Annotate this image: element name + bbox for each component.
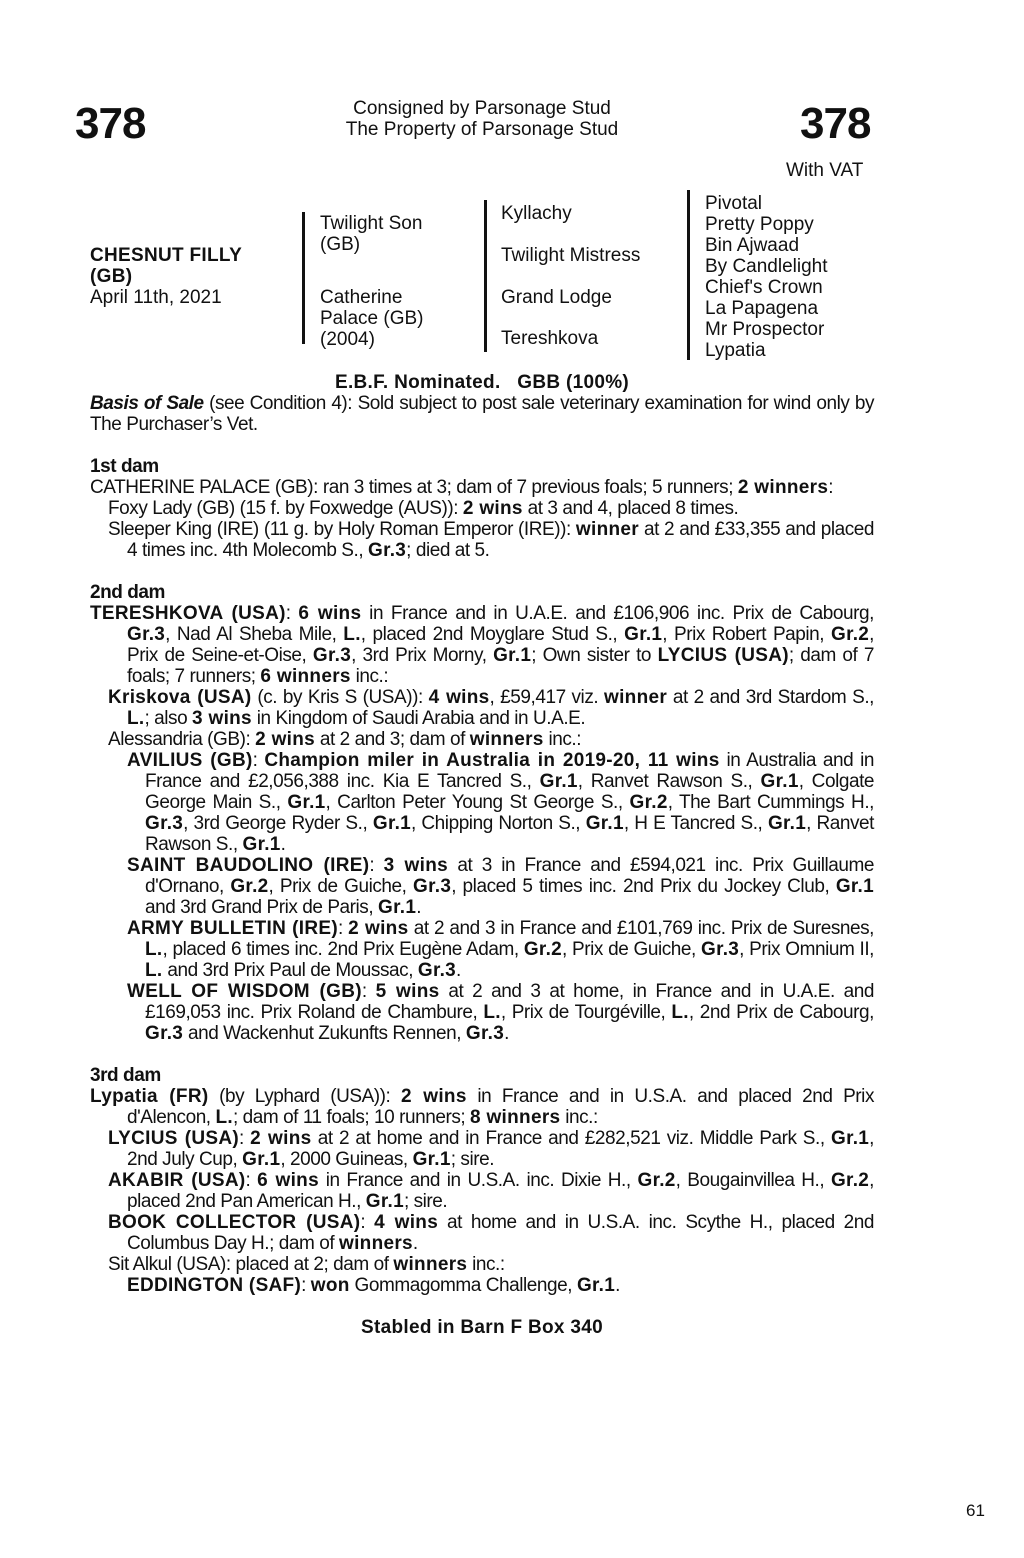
basis-text: (see Condition 4): Sold subject to post sale veterinary examination for wind only by The Purchaser’s Vet. xyxy=(90,393,874,435)
produce-entry xyxy=(90,729,874,750)
bold-text: L. xyxy=(483,1002,501,1023)
text: , Chipping Norton S., xyxy=(411,813,586,834)
text: . xyxy=(504,1023,509,1044)
text: , placed 5 times inc. 2nd Prix du Jockey Club, xyxy=(451,876,836,897)
bold-text: Kriskova (USA) xyxy=(108,687,252,708)
bold-text: Gr.3 xyxy=(145,1023,184,1044)
text: , placed 2nd Pan American H., xyxy=(127,1170,874,1212)
produce-entry xyxy=(90,1212,874,1254)
text: Alessandria (GB): xyxy=(108,729,256,750)
bold-text: winners xyxy=(393,1254,468,1275)
bold-text: Gr.3 xyxy=(465,1023,505,1044)
bold-text: winners xyxy=(469,729,544,750)
bold-text: 4 wins xyxy=(428,687,490,708)
text: (by Lyphard (USA)): xyxy=(208,1086,402,1107)
section-heading: 3rd dam xyxy=(90,1065,161,1086)
sire-name: Twilight Son xyxy=(320,213,423,234)
text: , The Bart Cummings H., xyxy=(667,792,874,813)
bold-text: Gr.3 xyxy=(413,876,452,897)
text: : xyxy=(252,750,265,771)
pedigree-dam xyxy=(320,287,423,350)
bold-text: Gr.2 xyxy=(629,792,668,813)
bold-text: Gr.1 xyxy=(493,645,532,666)
bold-text: Gr.3 xyxy=(127,624,166,645)
text: and Wackenhut Zukunfts Rennen, xyxy=(183,1023,466,1044)
text: in France and in U.S.A. inc. Dixie H., xyxy=(318,1170,638,1191)
text: (c. by Kris S (USA)): xyxy=(251,687,429,708)
dam-entry xyxy=(90,1086,874,1128)
produce-entry xyxy=(90,855,874,918)
pedigree-bracket xyxy=(484,200,487,352)
text: : xyxy=(361,981,376,1002)
text: , Bougainvillea H., xyxy=(675,1170,831,1191)
bold-text: Gr.1 xyxy=(378,897,417,918)
consignment-info xyxy=(262,98,702,140)
dam-name-cont: Palace (GB) xyxy=(320,308,424,329)
bold-text: Gr.2 xyxy=(830,1170,870,1191)
text: : xyxy=(245,1170,258,1191)
vat-status: With VAT xyxy=(786,160,864,181)
dam-entry xyxy=(90,603,874,687)
section-heading: 1st dam xyxy=(90,456,159,477)
text: ; died at 5. xyxy=(406,540,490,561)
stabling-info: Stabled in Barn F Box 340 xyxy=(361,1317,603,1338)
text: ; dam of 7 foals; 7 runners; xyxy=(127,645,874,687)
text: at home and in U.S.A. inc. Scythe H., placed 2nd Columbus Day H.; dam of xyxy=(127,1212,874,1254)
text: , Prix de Guiche, xyxy=(562,939,701,960)
bold-text: L. xyxy=(145,960,163,981)
text: : xyxy=(338,918,349,939)
text: inc.: xyxy=(543,729,582,750)
text: at 2 and 3 in France and £101,769 inc. Prix de Suresnes, xyxy=(408,918,874,939)
bold-text: Gr.1 xyxy=(585,813,624,834)
bold-text: Lypatia (FR) xyxy=(90,1086,209,1107)
bold-text: 2 winners xyxy=(737,477,829,498)
grandparent: Twilight Mistress xyxy=(501,245,641,266)
text: , Prix Omnium II, xyxy=(739,939,874,960)
produce-entry xyxy=(90,1128,874,1170)
text: ; sire. xyxy=(403,1191,448,1212)
bold-text: Gr.3 xyxy=(417,960,457,981)
bold-text: Gr.1 xyxy=(767,813,807,834)
text: inc.: xyxy=(467,1254,505,1275)
text: . xyxy=(280,834,286,855)
produce-entry xyxy=(90,498,874,519)
text: . xyxy=(412,1233,418,1254)
dam-name: Catherine xyxy=(320,287,403,308)
great-grandparent: Pivotal xyxy=(705,193,763,214)
text: ; sire. xyxy=(450,1149,495,1170)
bold-text: 4 wins xyxy=(374,1212,439,1233)
bold-text: Gr.1 xyxy=(365,1191,404,1212)
produce-entry xyxy=(90,1254,874,1275)
bold-text: TERESHKOVA (USA) xyxy=(90,603,286,624)
text: at 3 in France and £594,021 inc. Prix Guillaume d'Ornano, xyxy=(145,855,874,897)
text: CATHERINE PALACE (GB): ran 3 times at 3; dam of 7 previous foals; 5 runners; xyxy=(90,477,738,498)
produce-entry xyxy=(90,519,874,561)
text: , Prix Robert Papin, xyxy=(662,624,831,645)
text: : xyxy=(828,477,834,498)
text: at 2 and £33,355 and placed 4 times inc. 4th Molecomb S., xyxy=(127,519,874,561)
bold-text: L. xyxy=(343,624,361,645)
bold-text: Gr.1 xyxy=(830,1128,870,1149)
text: , Carlton Peter Young St George S., xyxy=(325,792,630,813)
bold-text: BOOK COLLECTOR (USA) xyxy=(108,1212,361,1233)
bold-text: 2 wins xyxy=(255,729,316,750)
text: , Ranvet Rawson S., xyxy=(145,813,874,855)
bold-text: L. xyxy=(671,1002,689,1023)
text: , placed 2nd Moyglare Stud S., xyxy=(360,624,625,645)
section-heading: 2nd dam xyxy=(90,582,165,603)
dam-year: (2004) xyxy=(320,329,375,350)
bold-text: L. xyxy=(127,708,145,729)
bold-text: Gr.3 xyxy=(312,645,352,666)
horse-name: CHESNUT FILLY xyxy=(90,245,243,266)
produce-entry xyxy=(90,687,874,729)
bold-text: winner xyxy=(604,687,668,708)
bold-text: L. xyxy=(145,939,163,960)
bold-text: 6 winners xyxy=(260,666,351,687)
text: . xyxy=(416,897,422,918)
bold-text: ARMY BULLETIN (IRE) xyxy=(127,918,339,939)
great-grandparent: Chief's Crown xyxy=(705,277,823,298)
text: , Colgate George Main S., xyxy=(145,771,875,813)
great-grandparent: Mr Prospector xyxy=(705,319,825,340)
dam-sections xyxy=(90,456,874,1296)
produce-entry xyxy=(90,981,874,1044)
horse-origin: (GB) xyxy=(90,266,133,287)
catalogue-body xyxy=(90,372,874,1338)
grandparent: Grand Lodge xyxy=(501,287,612,308)
lot-number-right: 378 xyxy=(800,99,871,148)
bold-text: SAINT BAUDOLINO (IRE) xyxy=(127,855,370,876)
bold-text: WELL OF WISDOM (GB) xyxy=(127,981,362,1002)
bold-text: AVILIUS (GB) xyxy=(127,750,253,771)
great-grandparent: Pretty Poppy xyxy=(705,214,814,235)
great-grandparent: La Papagena xyxy=(705,298,819,319)
consignor: Consigned by Parsonage Stud xyxy=(353,98,611,119)
text: : xyxy=(369,855,384,876)
bold-text: Gr.1 xyxy=(372,813,412,834)
bold-text: Gr.1 xyxy=(539,771,578,792)
great-grandparents xyxy=(705,193,828,361)
text: , £59,417 viz. xyxy=(489,687,605,708)
text: , 2000 Guineas, xyxy=(280,1149,413,1170)
text: at 2 and 3; dam of xyxy=(315,729,470,750)
bold-text: 8 winners xyxy=(470,1107,561,1128)
text: : xyxy=(285,603,299,624)
bold-text: 2 wins xyxy=(401,1086,467,1107)
dam-entry xyxy=(90,477,874,498)
bold-text: Gr.1 xyxy=(835,876,874,897)
bold-text: LYCIUS (USA) xyxy=(108,1128,240,1149)
text: , placed 6 times inc. 2nd Prix Eugène Adam, xyxy=(162,939,524,960)
bold-text: Gr.2 xyxy=(230,876,269,897)
text: Sit Alkul (USA): placed at 2; dam of xyxy=(108,1254,394,1275)
text: at 2 and 3 at home, in France and in U.A.E. and £169,053 inc. Prix Roland de Chambure, xyxy=(145,981,875,1023)
bold-text: 2 wins xyxy=(348,918,409,939)
bold-text: 6 wins xyxy=(257,1170,319,1191)
page-number: 61 xyxy=(966,1501,985,1520)
sire-origin: (GB) xyxy=(320,234,361,255)
pedigree-sire xyxy=(320,213,422,255)
bold-text: EDDINGTON (SAF) xyxy=(127,1275,302,1296)
text: , 2nd Prix de Cabourg, xyxy=(688,1002,874,1023)
bold-text: Gr.3 xyxy=(368,540,407,561)
text: Gommagomma Challenge, xyxy=(349,1275,577,1296)
bold-text: 5 wins xyxy=(375,981,440,1002)
text: inc.: xyxy=(350,666,389,687)
text: and 3rd Prix Paul de Moussac, xyxy=(162,960,418,981)
text: ; also xyxy=(144,708,193,729)
bold-text: Gr.2 xyxy=(830,624,870,645)
text: and 3rd Grand Prix de Paris, xyxy=(145,897,379,918)
basis-label: Basis of Sale xyxy=(90,393,204,414)
bold-text: Gr.1 xyxy=(412,1149,451,1170)
text: , Prix de Guiche, xyxy=(268,876,414,897)
bold-text: winners xyxy=(339,1233,413,1254)
text: , Nad Al Sheba Mile, xyxy=(165,624,344,645)
text: in France and in U.A.E. and £106,906 inc. Prix de Cabourg, xyxy=(361,603,874,624)
text: in France and in U.S.A. and placed 2nd Prix d'Alencon, xyxy=(127,1086,875,1128)
text: , Prix de Tourgéville, xyxy=(500,1002,672,1023)
text: . xyxy=(456,960,461,981)
grandparent: Tereshkova xyxy=(501,328,599,349)
grandparent: Kyllachy xyxy=(501,203,572,224)
text: , Ranvet Rawson S., xyxy=(577,771,761,792)
bold-text: Gr.1 xyxy=(287,792,326,813)
produce-entry xyxy=(90,918,874,981)
text: , 2nd July Cup, xyxy=(127,1128,874,1170)
bold-text: Gr.1 xyxy=(576,1275,616,1296)
text: , 3rd George Ryder S., xyxy=(183,813,373,834)
nomination-status: E.B.F. Nominated. GBB (100%) xyxy=(334,372,630,393)
text: inc.: xyxy=(560,1107,598,1128)
foaling-date: April 11th, 2021 xyxy=(90,287,222,308)
bold-text: winner xyxy=(575,519,639,540)
text: : xyxy=(239,1128,251,1149)
pedigree-bracket xyxy=(302,212,305,344)
bold-text: Gr.1 xyxy=(760,771,799,792)
text: in Australia and in France and £2,056,388 inc. Kia E Tancred S., xyxy=(145,750,874,792)
great-grandparent: By Candlelight xyxy=(705,256,828,277)
bold-text: Gr.2 xyxy=(523,939,563,960)
lot-number-left: 378 xyxy=(75,99,146,148)
bold-text: AKABIR (USA) xyxy=(108,1170,246,1191)
great-grandparent: Lypatia xyxy=(705,340,766,361)
great-grandparent: Bin Ajwaad xyxy=(705,235,800,256)
property-of: The Property of Parsonage Stud xyxy=(345,119,619,140)
bold-text: won xyxy=(310,1275,350,1296)
bold-text: 2 wins xyxy=(250,1128,312,1149)
bold-text: 3 wins xyxy=(383,855,448,876)
text: at 3 and 4, placed 8 times. xyxy=(522,498,739,519)
pedigree-bracket xyxy=(687,190,690,360)
text: . xyxy=(615,1275,620,1296)
text: , Prix de Seine-et-Oise, xyxy=(127,624,874,666)
bold-text: Champion miler in Australia in 2019-20, 11 wins xyxy=(264,750,720,771)
text: at 2 and 3rd Stardom S., xyxy=(667,687,874,708)
bold-text: 2 wins xyxy=(462,498,523,519)
bold-text: 3 wins xyxy=(192,708,252,729)
bold-text: Gr.3 xyxy=(701,939,740,960)
text: , H E Tancred S., xyxy=(623,813,768,834)
produce-entry xyxy=(90,1275,874,1296)
bold-text: Gr.1 xyxy=(242,1149,281,1170)
horse-description xyxy=(90,245,242,308)
produce-entry xyxy=(90,750,874,855)
text: at 2 at home and in France and £282,521 viz. Middle Park S., xyxy=(311,1128,831,1149)
text: Sleeper King (IRE) (11 g. by Holy Roman Emperor (IRE)): xyxy=(108,519,576,540)
basis-of-sale xyxy=(90,393,874,435)
text: Foxy Lady (GB) (15 f. by Foxwedge (AUS)): xyxy=(108,498,463,519)
text: ; dam of 11 foals; 10 runners; xyxy=(232,1107,471,1128)
bold-text: Gr.1 xyxy=(624,624,663,645)
bold-text: LYCIUS (USA) xyxy=(657,645,789,666)
bold-text: Gr.3 xyxy=(145,813,184,834)
produce-entry xyxy=(90,1170,874,1212)
text: , 3rd Prix Morny, xyxy=(351,645,494,666)
bold-text: L. xyxy=(215,1107,233,1128)
bold-text: Gr.2 xyxy=(637,1170,676,1191)
text: : xyxy=(301,1275,311,1296)
bold-text: 6 wins xyxy=(298,603,362,624)
text: in Kingdom of Saudi Arabia and in U.A.E. xyxy=(251,708,586,729)
bold-text: Gr.1 xyxy=(242,834,281,855)
text: ; Own sister to xyxy=(531,645,658,666)
text: : xyxy=(360,1212,375,1233)
